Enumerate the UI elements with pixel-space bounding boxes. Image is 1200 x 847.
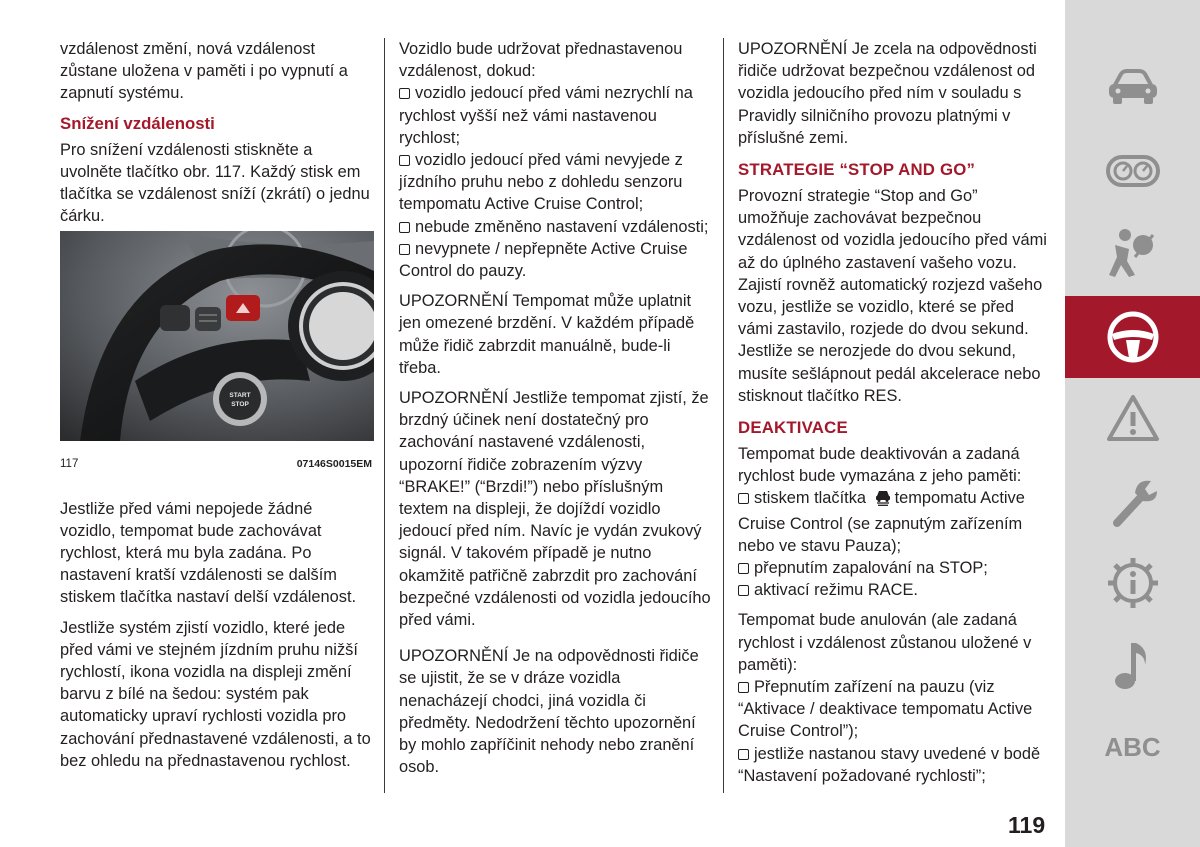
list-item-text: stiskem tlačítka — [754, 489, 867, 508]
sidebar-item-driving[interactable] — [1065, 296, 1200, 378]
list-item — [738, 579, 1050, 601]
warning-paragraph: UPOZORNĚNÍ Jestliže tempomat zjistí, že brzdný účinek není dostatečný pro zachování nastavené vzdálenosti, upozorní řidiče zobrazením výzvy “BRAKE!” (“Brzdi!”) nebo příslušným textem na displeji, že dojíždí vozidlo jedoucí před ním. Navíc je vydán zvukový signál. V takovém případě je nutno okamžitě patřičně zabrzdit pro zachování bezpečné vzdálenosti od vozidla jedoucího před vámi. — [399, 389, 711, 630]
list-item-text: tempomatu Active Cruise Control (se zapnutým zařízením nebo ve stavu Pauza); — [738, 489, 1025, 555]
paragraph: Provozní strategie “Stop and Go” umožňuje zachovávat bezpečnou vzdálenost od vozidla jedoucího před vámi až do úplného zastavení vašeho vozu. Zajistí rovněž automatický rozjezd vašeho vozu, jestliže se vozidlo, které se před vámi zastavilo, rozjede do dvou sekund. Jestliže se nerozjede do dvou sekund, musíte sešlápnout pedál akcelerace nebo stisknout tlačítko RES. — [738, 187, 1047, 405]
start-stop-text-bottom: STOP — [231, 401, 249, 409]
list-item-text: vozidlo jedoucí před vámi nezrychlí na rychlost vyšší než vámi nastavenou rychlost; — [399, 84, 693, 147]
paragraph: vzdálenost změní, nová vzdálenost zůstane uložena v paměti i po vypnutí a zapnutí systému. — [60, 40, 348, 103]
list-item — [738, 743, 1050, 787]
column-1 — [60, 38, 372, 780]
info-gear-icon — [1105, 555, 1161, 611]
list-item-text: Přepnutím zařízení na pauzu (viz “Aktivace / deaktivace tempomatu Active Cruise Control”); — [738, 678, 1033, 741]
list-item — [399, 216, 711, 238]
car-icon — [1105, 67, 1161, 107]
warning-paragraph: UPOZORNĚNÍ Je na odpovědnosti řidiče se ujistit, že se v dráze vozidla nenacházejí chodci, jiná vozidla či předměty. Nedodržení těchto upozornění by mohlo zapříčinit nehody nebo zranění osob. — [399, 647, 699, 777]
figure-number: 117 — [60, 458, 79, 471]
warning-triangle-icon — [1105, 392, 1161, 444]
paragraph: Tempomat bude anulován (ale zadaná rychlost i vzdálenost zůstanou uložené v paměti): — [738, 611, 1032, 674]
column-3 — [738, 38, 1050, 787]
page-number: 119 — [1008, 812, 1046, 838]
section-heading: Snížení vzdálenosti — [60, 113, 215, 133]
paragraph: Pro snížení vzdálenosti stiskněte a uvolněte tlačítko obr. 117. Každý stisk em tlačítka se vzdálenost sníží (zkrátí) o jednu čárku. — [60, 140, 370, 226]
chapter-sidebar — [1065, 0, 1200, 847]
list-item-text: nebude změněno nastavení vzdálenosti; — [415, 217, 709, 236]
sidebar-item-specs[interactable] — [1065, 552, 1200, 614]
checkbox-bullet-icon — [738, 585, 749, 596]
list-item — [399, 238, 711, 282]
list-item — [399, 82, 711, 149]
figure-caption — [60, 453, 372, 475]
list-item — [399, 149, 711, 216]
section-heading: STRATEGIE “STOP AND GO” — [738, 160, 976, 180]
wrench-icon — [1105, 473, 1161, 529]
airbag-person-icon — [1105, 227, 1161, 279]
checkbox-bullet-icon — [399, 222, 410, 233]
paragraph: Jestliže systém zjistí vozidlo, které jede před vámi ve stejném jízdním pruhu nižší rychlostí, ikona vozidla na displeji změní barvu z bílé na šedou: systém pak automaticky upraví rychlosti vozidla pro zachování přednastavené vzdálenosti, a to bez ohledu na přednastavenou rychlost. — [60, 618, 371, 770]
sidebar-item-index[interactable] — [1065, 716, 1200, 778]
list-item — [738, 557, 1050, 579]
start-stop-text-top: START — [229, 392, 251, 400]
figure-steering-wheel — [60, 231, 374, 441]
column-divider-2 — [723, 38, 724, 793]
column-divider-1 — [384, 38, 385, 793]
checkbox-bullet-icon — [399, 244, 410, 255]
warning-paragraph: UPOZORNĚNÍ Je zcela na odpovědnosti řidiče udržovat bezpečnou vzdálenost od vozidla jedoucího před ním v souladu s Pravidly silničního provozu platnými v příslušné zemi. — [738, 40, 1037, 147]
abc-index-label: ABC — [1104, 731, 1161, 762]
column-2 — [399, 38, 711, 787]
sidebar-item-maintenance[interactable] — [1065, 470, 1200, 532]
sidebar-item-dashboard[interactable] — [1065, 140, 1200, 202]
list-item-text: aktivací režimu RACE. — [754, 581, 918, 600]
list-item — [738, 487, 1050, 557]
list-item-text: jestliže nastanou stavy uvedené v bodě “Nastavení požadované rychlosti”; — [738, 744, 1041, 785]
distance-car-icon — [873, 488, 893, 512]
checkbox-bullet-icon — [738, 682, 749, 693]
section-heading: DEAKTIVACE — [738, 418, 848, 438]
sidebar-item-car[interactable] — [1065, 56, 1200, 118]
list-item — [738, 676, 1050, 743]
dashboard-icon — [1105, 151, 1161, 191]
checkbox-bullet-icon — [399, 155, 410, 166]
warning-paragraph: UPOZORNĚNÍ Tempomat může uplatnit jen omezené brzdění. V každém případě může řidič zabrzdit manuálně, bude-li třeba. — [399, 292, 695, 377]
steering-wheel-icon — [1106, 310, 1160, 364]
paragraph: Vozidlo bude udržovat přednastavenou vzdálenost, dokud: — [399, 40, 683, 81]
checkbox-bullet-icon — [738, 493, 749, 504]
list-item-text: vozidlo jedoucí před vámi nevyjede z jízdního pruhu nebo z dohledu senzoru tempomatu Active Cruise Control; — [399, 151, 683, 214]
sidebar-item-safety[interactable] — [1065, 222, 1200, 284]
checkbox-bullet-icon — [738, 749, 749, 760]
sidebar-item-multimedia[interactable] — [1065, 634, 1200, 696]
list-item-text: nevypnete / nepřepněte Active Cruise Control do pauzy. — [399, 239, 688, 281]
sidebar-item-warnings[interactable] — [1065, 387, 1200, 449]
list-item-text: přepnutím zapalování na STOP; — [754, 559, 988, 578]
checkbox-bullet-icon — [399, 88, 410, 99]
paragraph: Jestliže před vámi nepojede žádné vozidlo, tempomat bude zachovávat rychlost, která mu byla zadána. Po nastavení kratší vzdálenosti se dalším stiskem tlačítka nastaví delší vzdálenost. — [60, 499, 357, 607]
music-note-icon — [1109, 637, 1157, 693]
paragraph: Tempomat bude deaktivován a zadaná rychlost bude vymazána z jeho paměti: — [738, 445, 1022, 486]
steering-wheel-photo — [60, 231, 374, 441]
figure-code: 07146S0015EM — [296, 458, 372, 471]
checkbox-bullet-icon — [738, 563, 749, 574]
